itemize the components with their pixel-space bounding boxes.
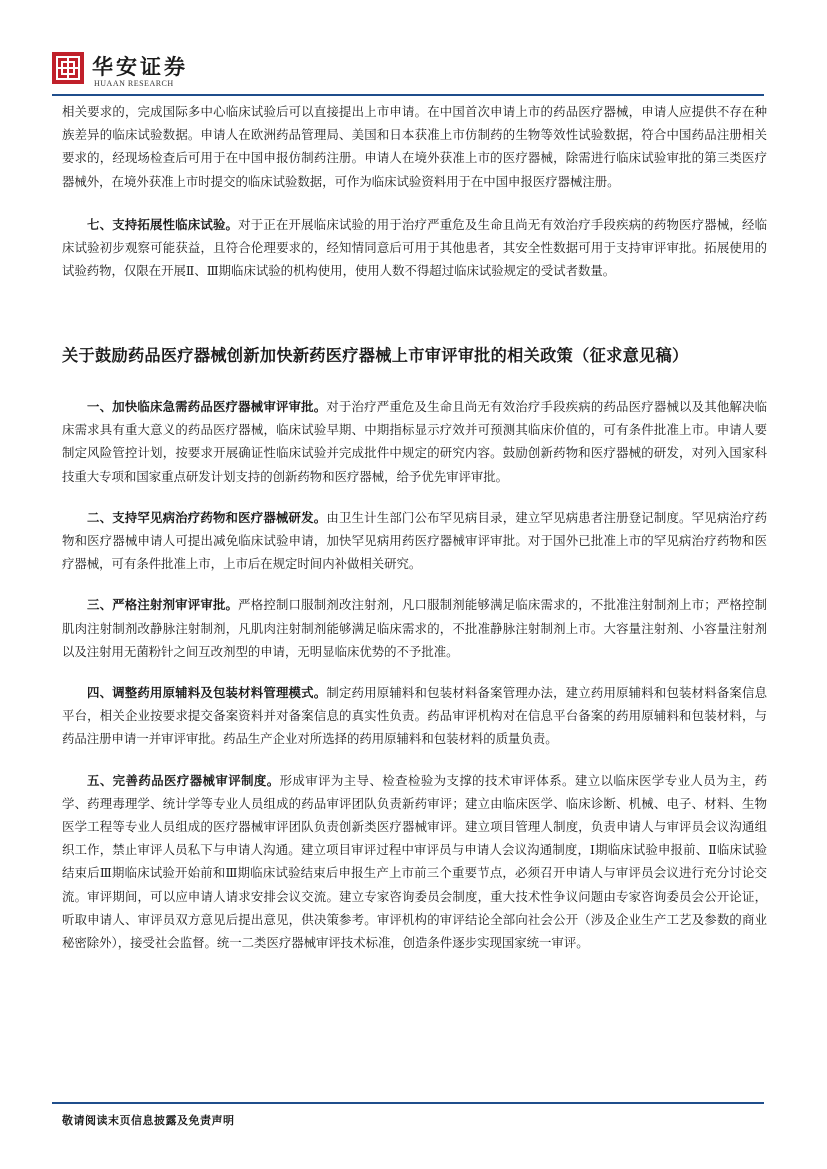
item-lead: 四、调整药用原辅料及包装材料管理模式。 [87,685,327,701]
brand-name-en: HUAAN RESEARCH [94,79,174,88]
page-header [52,48,772,98]
section-content [62,395,767,954]
company-logo [52,52,84,84]
item-text: 形成审评为主导、检查检验为支撑的技术审评体系。建立以临床医学专业人员为主，药学、药理毒理学、统计学等专业人员组成的药品审评团队负责新药审评；建立由临床医学、临床诊断、机械、电子、材料、生物医学工程等专业人员组成的医疗器械审评团队负责创新类医疗器械审评。建立项目管理人制度，负责申请人与审评员会议沟通组织工作，禁止审评人员私下与申请人沟通。建立项目审评过程中审评员与申请人会议沟通制度，Ⅰ期临床试验申报前、Ⅱ临床试验结束后Ⅲ期临床试验开始前和Ⅲ期临床试验结束后申报生产上市前三个重要节点，必须召开申请人与审评员会议进行充分讨论交流。审评期间，可以应申请人请求安排会议交流。建立专家咨询委员会制度，重大技术性争议问题由专家咨询委员会公开论证，听取申请人、审评员双方意见后提出意见，供决策参考。审评机构的审评结论全部向社会公开（涉及企业生产工艺及参数的商业秘密除外），接受社会监督。统一二类医疗器械审评技术标准，创造条件逐步实现国家统一审评。 [62,772,768,951]
item-text: 制定药用原辅料和包装材料备案管理办法，建立药用原辅料和包装材料备案信息平台，相关企业按要求提交备案资料并对备案信息的真实性负责。药品审评机构对在信息平台备案的药用原辅料和包装材料，与药品注册申请一并审评审批。药品生产企业对所选择的药用原辅料和包装材料的质量负责。 [62,685,768,747]
policy-item [62,395,767,488]
footer-divider [52,1102,764,1104]
policy-item [62,593,767,663]
item-lead: 二、支持罕见病治疗药物和医疗器械研发。 [87,509,327,525]
intro-content [62,100,767,282]
item-lead: 五、完善药品医疗器械审评制度。 [87,772,280,788]
item-text: 对于治疗严重危及生命且尚无有效治疗手段疾病的药品医疗器械以及其他解决临床需求具有重大意义的药品医疗器械，临床试验早期、中期指标显示疗效并可预测其临床价值的，可有条件批准上市。申请人要制定风险管控计划，按要求开展确证性临床试验并完成批件中规定的研究内容。鼓励创新药物和医疗器械的研发，对列入国家科技重大专项和国家重点研发计划支持的创新药物和医疗器械，给予优先审评审批。 [62,399,768,484]
paragraph-lead: 七、支持拓展性临床试验。 [87,216,239,232]
policy-paragraph-7 [62,213,767,283]
paragraph-text: 对于正在开展临床试验的用于治疗严重危及生命且尚无有效治疗手段疾病的药物医疗器械，经临床试验初步观察可能获益，且符合伦理要求的，经知情同意后可用于其他患者，其安全性数据可用于支持审评审批。拓展使用的试验药物，仅限在开展Ⅱ、Ⅲ期临床试验的机构使用，使用人数不得超过临床试验规定的受试者数量。 [62,216,768,279]
item-lead: 三、严格注射剂审评审批。 [87,597,239,613]
header-divider [52,94,764,96]
item-text: 严格控制口服制剂改注射剂，凡口服制剂能够满足临床需求的，不批准注射制剂上市；严格控制肌肉注射制剂改静脉注射制剂，凡肌肉注射制剂能够满足临床需求的，不批准静脉注射制剂上市。大容量注射剂、小容量注射剂以及注射用无菌粉针之间互改剂型的申请，无明显临床优势的不予批准。 [62,597,768,659]
policy-item [62,681,767,751]
footer-disclaimer: 敬请阅读末页信息披露及免责声明 [62,1114,235,1127]
policy-item [62,769,767,955]
item-text: 由卫生计生部门公布罕见病目录，建立罕见病患者注册登记制度。罕见病治疗药物和医疗器械申请人可提出减免临床试验申请，加快罕见病用药医疗器械审评审批。对于国外已批准上市的罕见病治疗药物和医疗器械，可有条件批准上市，上市后在规定时间内补做相关研究。 [62,509,768,572]
policy-item [62,506,767,576]
item-lead: 一、加快临床急需药品医疗器械审评审批。 [87,399,327,414]
intro-paragraph: 相关要求的，完成国际多中心临床试验后可以直接提出上市申请。在中国首次申请上市的药品医疗器械，申请人应提供不存在种族差异的临床试验数据。申请人在欧洲药品管理局、美国和日本获准上市仿制药的生物等效性试验数据，符合中国药品注册相关要求的，经现场检查后可用于在中国申报仿制药注册。申请人在境外获准上市的医疗器械，除需进行临床试验审批的第三类医疗器械外，在境外获准上市时提交的临床试验数据，可作为临床试验资料用于在中国申报医疗器械注册。 [62,104,767,189]
section-title: 关于鼓励药品医疗器械创新加快新药医疗器械上市审评审批的相关政策（征求意见稿） [62,346,689,365]
brand-name-cn: 华安证券 [92,54,188,79]
